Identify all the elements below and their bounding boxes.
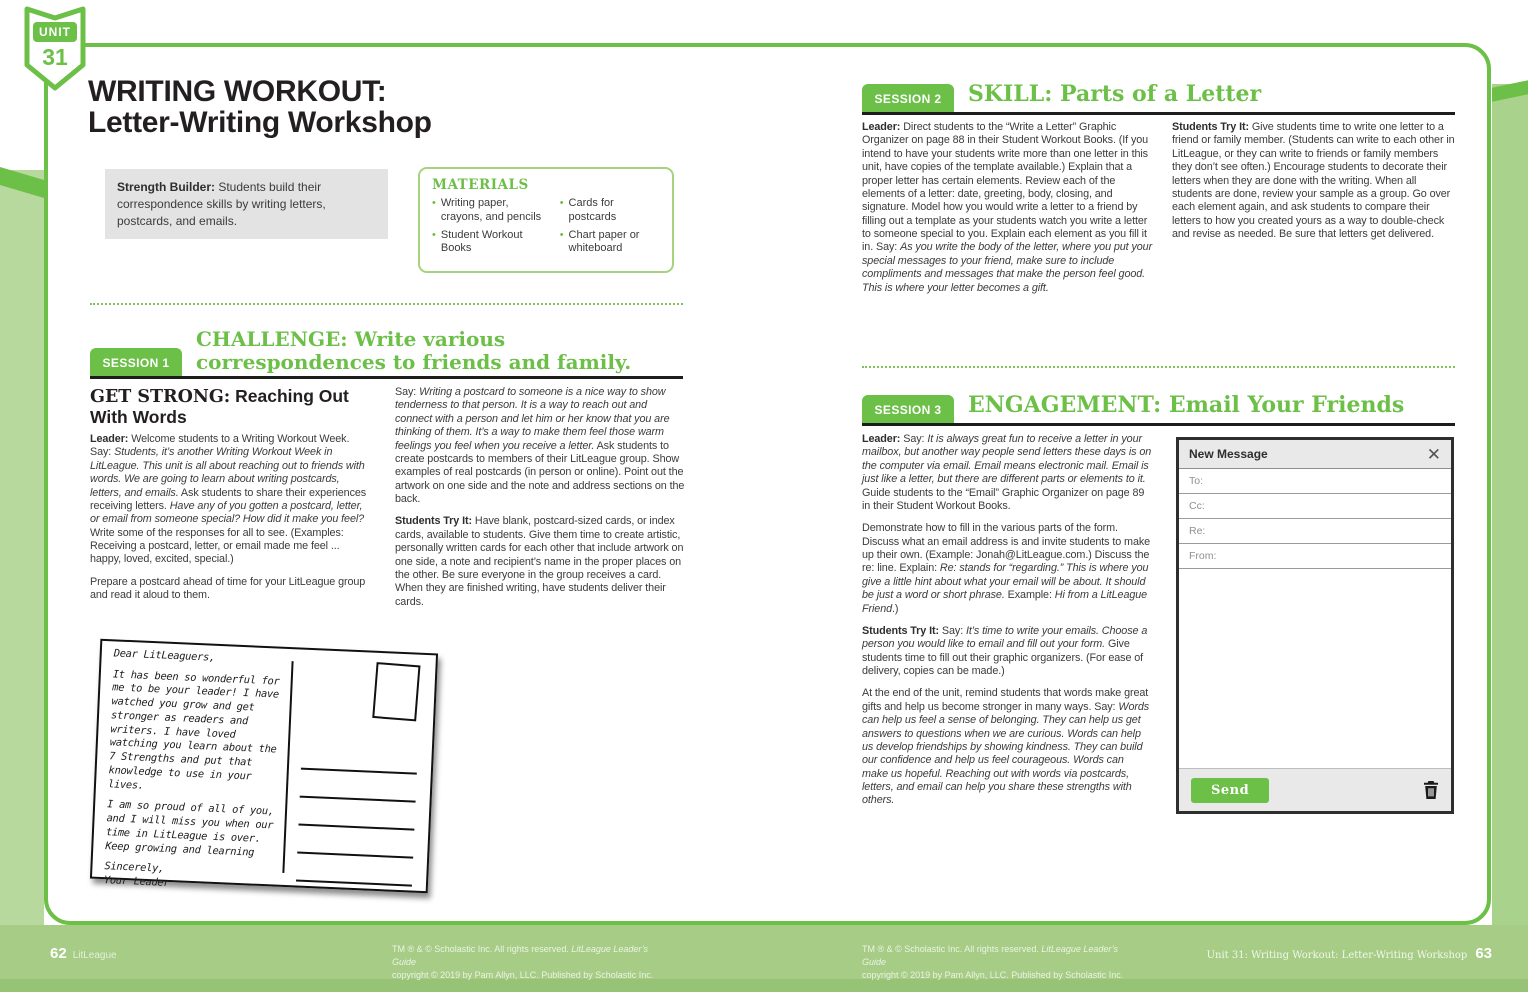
trash-icon[interactable]: [1423, 781, 1439, 799]
email-field-re[interactable]: Re:: [1179, 519, 1451, 544]
page-number-left: 62: [50, 945, 67, 962]
paragraph: Students Try It: Say: It’s time to write your emails. Choose a person you would like to email and fill out your form. Give students time to fill out their graphic organizers. (For ease of delivery, copies can be made.): [862, 624, 1148, 677]
paragraph: Leader: Welcome students to a Writing Workout Week. Say: Students, it’s another Writing Workout Week in LitLeague. This unit is all about reaching out to friends with words. We are going to learn about writing postcards, letters, and emails. Ask students to share their experiences receiving letters. Have any of you gotten a postcard, letter, or email from someone special? How did it make you feel? Write some of the responses for all to see. (Examples: Receiving a postcard, letter, or email made me feel ... happy, loved, excited, special.): [90, 433, 367, 566]
send-button[interactable]: Send: [1191, 778, 1269, 803]
bullet-icon: •: [432, 228, 436, 241]
bullet-icon: •: [559, 197, 564, 209]
copyright-line2: copyright © 2019 by Pam Allyn, LLC. Published by Scholastic Inc.: [862, 970, 1124, 981]
footer-right: [1207, 945, 1492, 962]
email-title: New Message: [1189, 447, 1268, 461]
email-window: [1176, 437, 1454, 814]
paragraph: Demonstrate how to fill in the various parts of the form. Discuss what an email address is and invite students to make up their own. (Example: Jonah@LitLeague.com.) Discuss the re: line. Explain: Re: stands for “regarding.” This is where you give a little hint about what your email will be about. It should be just a word or short phrase. Example: Hi from a LitLeague Friend.): [862, 522, 1151, 615]
unit-badge: [24, 6, 86, 92]
session1-title: CHALLENGE: Write various correspondences to friends and family.: [196, 327, 632, 374]
postcard-greeting: Dear LitLeaguers,: [113, 647, 216, 664]
session2-badge: SESSION 2: [862, 84, 954, 113]
materials-item: • Writing paper, crayons, and pencils: [432, 197, 542, 223]
materials-item: • Student Workout Books: [432, 228, 523, 255]
email-footer-bar: [1179, 768, 1451, 811]
address-line: [296, 854, 413, 887]
left-edge-band: [0, 170, 44, 992]
bullet-icon: •: [432, 197, 436, 209]
session1-column1: [90, 433, 370, 612]
copyright-line1: TM ® & © Scholastic Inc. All rights reserved. LitLeague Leader’s Guide: [392, 944, 649, 968]
session1-column2: [395, 386, 685, 618]
postcard-closing: Sincerely, Your Leader: [103, 860, 170, 889]
paragraph: At the end of the unit, remind students that words make great gifts and help us become stronger in many ways. Say: Words can help us feel a sense of belonging. They can help us get answers to questions when we are curious. Words can help us develop friendships by showing kindness. They can build our confidence and help us feel courageous. Words can make us hopeful. Reaching out with words via postcards, letters, and email can help you share these strengths with others.: [862, 687, 1150, 807]
stamp-box: [372, 662, 420, 721]
page-title: [88, 76, 432, 138]
materials-item: • Cards for postcards: [559, 197, 617, 223]
paragraph: Leader: Direct students to the “Write a Letter” Graphic Organizer on page 88 in their Student Workout Books. (If you intend to have your students write more than one letter in this unit, have copies of the template available.) Explain that a proper letter has certain elements. Review each of the elements of a letter: date, greeting, body, closing, and signature. Model how you would write a letter to a friend by filling out a template as your students watch you write a letter to someone special to you. Explain each element as you fill it in. Say: As you write the body of the letter, where you put your special messages to your friend, make sure to include compliments and messages that make the person feel good. This is where your letter becomes a gift.: [862, 121, 1153, 294]
postcard-paragraph: It has been so wonderful for me to be your leader! I have watched you grow and get stronger as readers and writers. I have loved watching you learn about the 7 Strengths and put that knowledge to use in your lives.: [107, 668, 280, 792]
postcard-divider: [282, 661, 293, 873]
footer-bottom-strip: [0, 979, 1528, 992]
email-body-area[interactable]: [1179, 569, 1451, 768]
close-icon[interactable]: ✕: [1426, 444, 1441, 464]
session1-badge: SESSION 1: [90, 348, 182, 377]
bullet-icon: •: [559, 228, 564, 241]
strength-builder-box: Strength Builder: Students build their correspondence skills by writing letters, postcards, and emails.: [105, 169, 388, 239]
paragraph: Say: Writing a postcard to someone is a nice way to show tenderness to that person. It is a way to reach out and connect with a person and let him or her know that you are thinking of them. It’s a way to make them feel those warm feelings you feel when you receive a letter. Ask students to create postcards to members of their LitLeague group. Show examples of real postcards (in person or online). Point out the artwork on one side and the note and address sections on the back.: [395, 386, 685, 505]
footer-section-label: Unit 31: Writing Workout: Letter-Writing Workshop: [1206, 950, 1468, 961]
session3-title: ENGAGEMENT: Email Your Friends: [968, 392, 1405, 418]
email-title-bar: [1179, 440, 1451, 469]
copyright-line2: copyright © 2019 by Pam Allyn, LLC. Published by Scholastic Inc.: [392, 970, 654, 981]
postcard-paragraph: I am so proud of all of you, and I will miss you when our time in LitLeague is over. Keep growing and learning: [105, 798, 275, 859]
paragraph: Students Try It: Have blank, postcard-sized cards, or index cards, available to students. Give them time to create artistic, personally written cards for each other that include artwork on one side, a note and recipient’s name in the proper places on the other. Be sure everyone in the group receives a card. When they are finished writing, have students deliver their cards.: [395, 515, 684, 608]
paragraph: Students Try It: Give students time to write one letter to a friend or family member. (Students can write to each other in LitLeague, or they can write to friends or family members they don’t see often.) Encourage students to decorate their letters when they are done with the writing. When all students are done, review your sample as a group. Go over each element again, and ask students to compare their letters to how you created yours as a way to double-check and revise as needed. Be sure that letters get delivered.: [1172, 121, 1455, 240]
unit-number: 31: [42, 44, 68, 70]
session3-rule: [862, 423, 1455, 426]
copyright-left: [392, 943, 672, 982]
copyright-line1: TM ® & © Scholastic Inc. All rights reserved. LitLeague Leader’s Guide: [862, 944, 1119, 968]
session2-column2: [1172, 121, 1458, 250]
footer-left: [50, 945, 117, 962]
session3-column1: [862, 433, 1152, 817]
page-number-right: 63: [1475, 945, 1492, 962]
materials-box: [418, 167, 674, 273]
session2-rule: [862, 112, 1455, 115]
email-field-cc[interactable]: Cc:: [1179, 494, 1451, 519]
session2-column1: [862, 121, 1154, 304]
right-edge-band: [1492, 84, 1528, 992]
brand-litleague: LitLeague: [72, 950, 117, 961]
materials-title: MATERIALS: [432, 177, 529, 193]
page-title-line2: Letter-Writing Workshop: [88, 106, 432, 140]
postcard-message: [104, 647, 284, 895]
dotted-separator-right: [862, 366, 1455, 368]
postcard-illustration: [90, 639, 438, 894]
address-lines: [296, 742, 418, 887]
page-title-line1: WRITING WORKOUT:: [88, 75, 387, 108]
paragraph: Leader: Say: It is always great fun to receive a letter in your mailbox, but another way people send letters these days is on the computer via email. Email means electronic mail. Email is just like a letter, but there are different parts or elements to it. Guide students to the “Email” Graphic Organizer on page 89 in their Student Workout Books.: [862, 433, 1152, 512]
email-field-to[interactable]: To:: [1179, 469, 1451, 494]
materials-item: • Chart paper or whiteboard: [559, 228, 640, 255]
session2-title: SKILL: Parts of a Letter: [968, 81, 1262, 107]
copyright-right: [862, 943, 1142, 982]
session3-badge: SESSION 3: [862, 395, 954, 424]
get-strong-heading: GET STRONG: Reaching Out With Words: [90, 386, 349, 428]
paragraph: Prepare a postcard ahead of time for your LitLeague group and read it aloud to them.: [90, 575, 366, 602]
dotted-separator-left: [90, 303, 683, 305]
session1-rule: [90, 376, 683, 379]
unit-label: UNIT: [33, 22, 77, 42]
email-field-from[interactable]: From:: [1179, 544, 1451, 569]
